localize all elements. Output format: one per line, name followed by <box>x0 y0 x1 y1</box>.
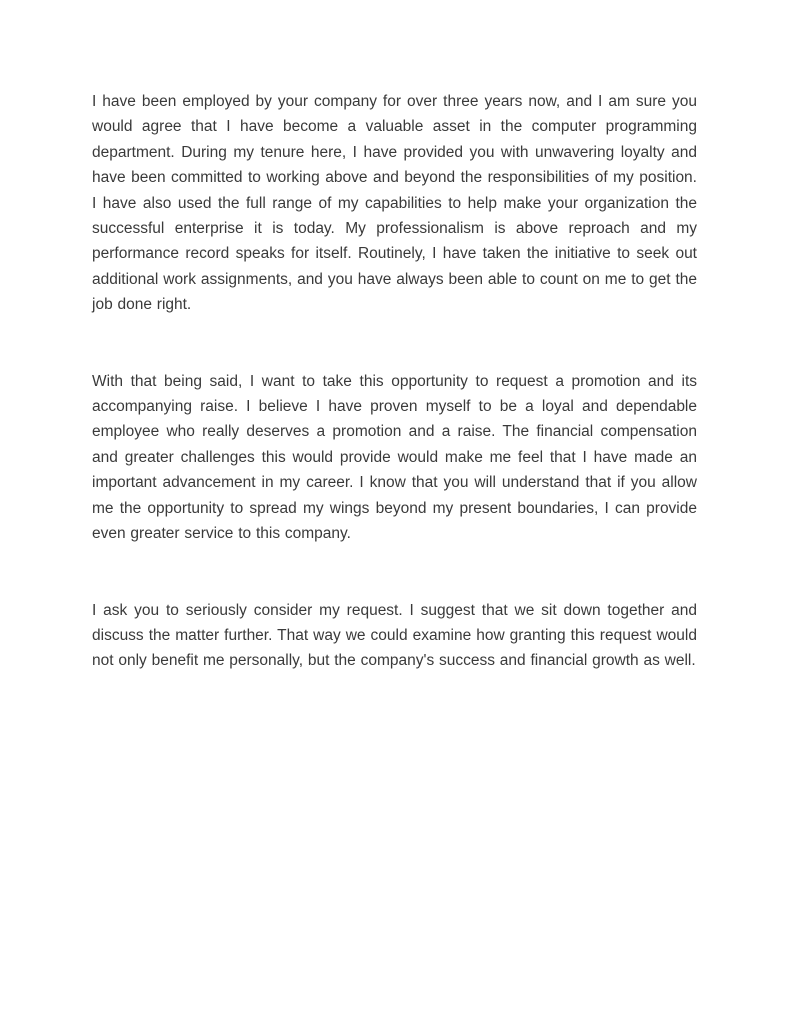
letter-paragraph-1: I have been employed by your company for over three years now, and I am sure you would agree that I have become a valuable asset in the computer programming department. During my tenure here, I have provided you with unwavering loyalty and have been committed to working above and beyond the responsibilities of my position. I have also used the full range of my capabilities to help make your organization the successful enterprise it is today. My professionalism is above reproach and my performance record speaks for itself. Routinely, I have taken the initiative to seek out additional work assignments, and you have always been able to count on me to get the job done right. <box>92 93 697 314</box>
letter-paragraph-3: I ask you to seriously consider my request. I suggest that we sit down together and discuss the matter further. That way we could examine how granting this request would not only benefit me personally, but the company's success and financial growth as well. <box>92 601 697 670</box>
letter-paragraph-2: With that being said, I want to take this opportunity to request a promotion and its accompanying raise. I believe I have proven myself to be a loyal and dependable employee who really deserves a promotion and a raise. The financial compensation and greater challenges this would provide would make me feel that I have made an important advancement in my career. I know that you will understand that if you allow me the opportunity to spread my wings beyond my present boundaries, I can provide even greater service to this company. <box>92 372 697 543</box>
